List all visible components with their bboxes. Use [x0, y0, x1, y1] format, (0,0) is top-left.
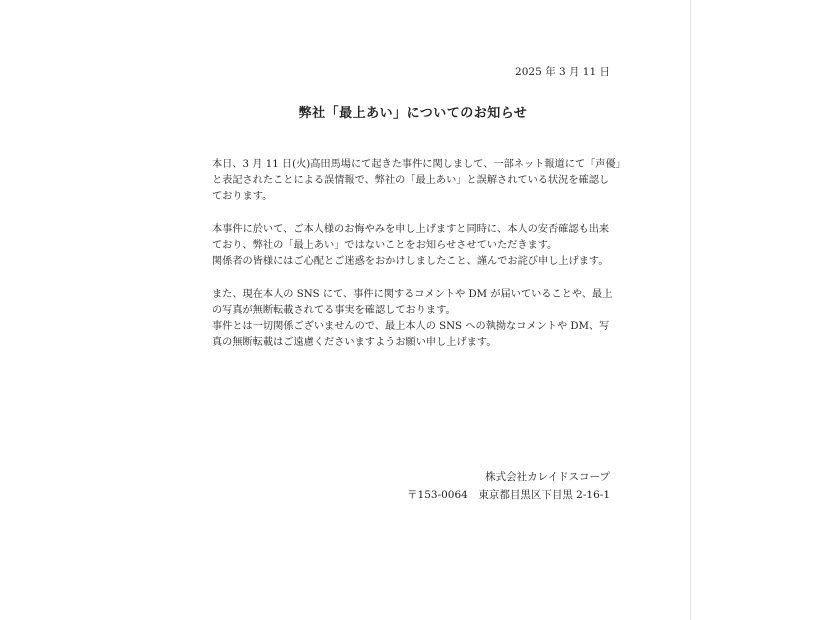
signature-block: [407, 468, 610, 504]
document-body: [212, 157, 632, 368]
company-name: 株式会社カレイドスコープ: [485, 471, 610, 483]
document-title: 弊社「最上あい」についてのお知らせ: [298, 106, 528, 121]
company-address: 〒153-0064 東京都目黒区下目黒 2-16-1: [407, 489, 610, 501]
paragraph: 本事件に於いて、ご本人様のお悔やみを申し上げますと同時に、本人の安否確認も出来 ており、弊社の「最上あい」ではないことをお知らせさせていただきます。 関係者の皆様にはご心配とご迷惑をおかけしましたこと、謹んでお詫び申し上げます。: [212, 223, 610, 268]
paragraph: また、現在本人の SNS にて、事件に関するコメントや DM が届いていることや、最上 の写真が無断転載されてる事実を確認しております。 事件とは一切関係ございませんので、最上本人の SNS への執拗なコメントや DM、写 真の無断転載はご遠慮くださいますようお願い申し上げます。: [212, 288, 613, 349]
page-edge-divider: [690, 0, 691, 620]
document-date: 2025 年 3 月 11 日: [515, 66, 610, 78]
paragraph: 本日、3 月 11 日(火)高田馬場にて起きた事件に関しまして、一部ネット報道にて「声優」 と表記されたことによる誤情報で、弊社の「最上あい」と誤解されている状況を確認し ております。: [212, 159, 626, 203]
